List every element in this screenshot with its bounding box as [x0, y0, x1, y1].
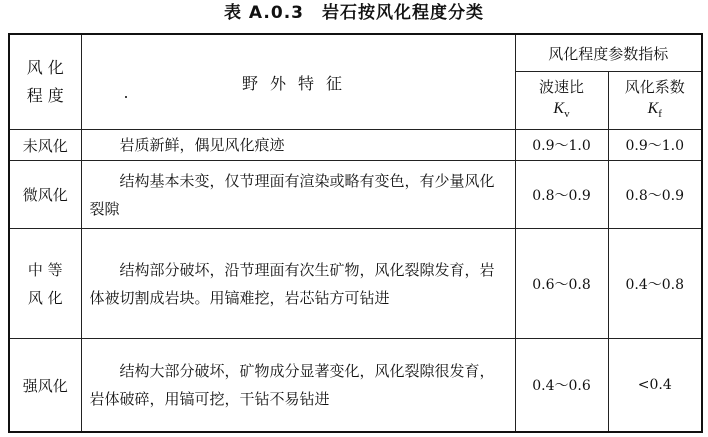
header-wave-ratio: 波速比 $K_v$: [515, 72, 608, 130]
feature-cell: 岩质新鲜，偶见风化痕迹: [81, 130, 515, 161]
table-row: [9, 339, 702, 433]
header-weathering-coef: 风化系数 $K_f$: [608, 72, 702, 130]
scan-speck: [125, 96, 127, 98]
kv-cell: 0.8～0.9: [515, 161, 608, 229]
kf-cell: <0.4: [608, 339, 702, 433]
feature-cell: 结构基本未变，仅节理面有渲染或略有变色，有少量风化裂隙: [81, 161, 515, 229]
kf-cell: 0.8～0.9: [608, 161, 702, 229]
feature-cell: 结构大部分破坏，矿物成分显著变化，风化裂隙很发育，岩体破碎，用镐可挖，干钻不易钻进: [81, 339, 515, 433]
kv-cell: 0.6～0.8: [515, 229, 608, 339]
table-row: [9, 161, 702, 229]
table-row: [9, 130, 702, 161]
table-number: 表 A.0.3: [224, 3, 304, 23]
kv-cell: 0.9～1.0: [515, 130, 608, 161]
kf-cell: 0.9～1.0: [608, 130, 702, 161]
grade-cell: 微风化: [9, 161, 81, 229]
table-caption: 岩石按风化程度分类: [321, 3, 484, 23]
table-row: [9, 229, 702, 339]
grade-cell: 中 等 风 化: [9, 229, 81, 339]
kv-cell: 0.4～0.6: [515, 339, 608, 433]
header-feature: 野外特征: [81, 34, 515, 130]
grade-cell: 强风化: [9, 339, 81, 433]
table-title: [0, 2, 708, 24]
feature-cell: 结构部分破坏，沿节理面有次生矿物，风化裂隙发育，岩体被切割成岩块。用镐难挖，岩芯钻方可钻进: [81, 229, 515, 339]
header-grade: 风 化 程 度: [9, 34, 81, 130]
weathering-table: [8, 33, 703, 433]
grade-cell: 未风化: [9, 130, 81, 161]
kf-cell: 0.4～0.8: [608, 229, 702, 339]
header-params: 风化程度参数指标: [515, 34, 702, 72]
